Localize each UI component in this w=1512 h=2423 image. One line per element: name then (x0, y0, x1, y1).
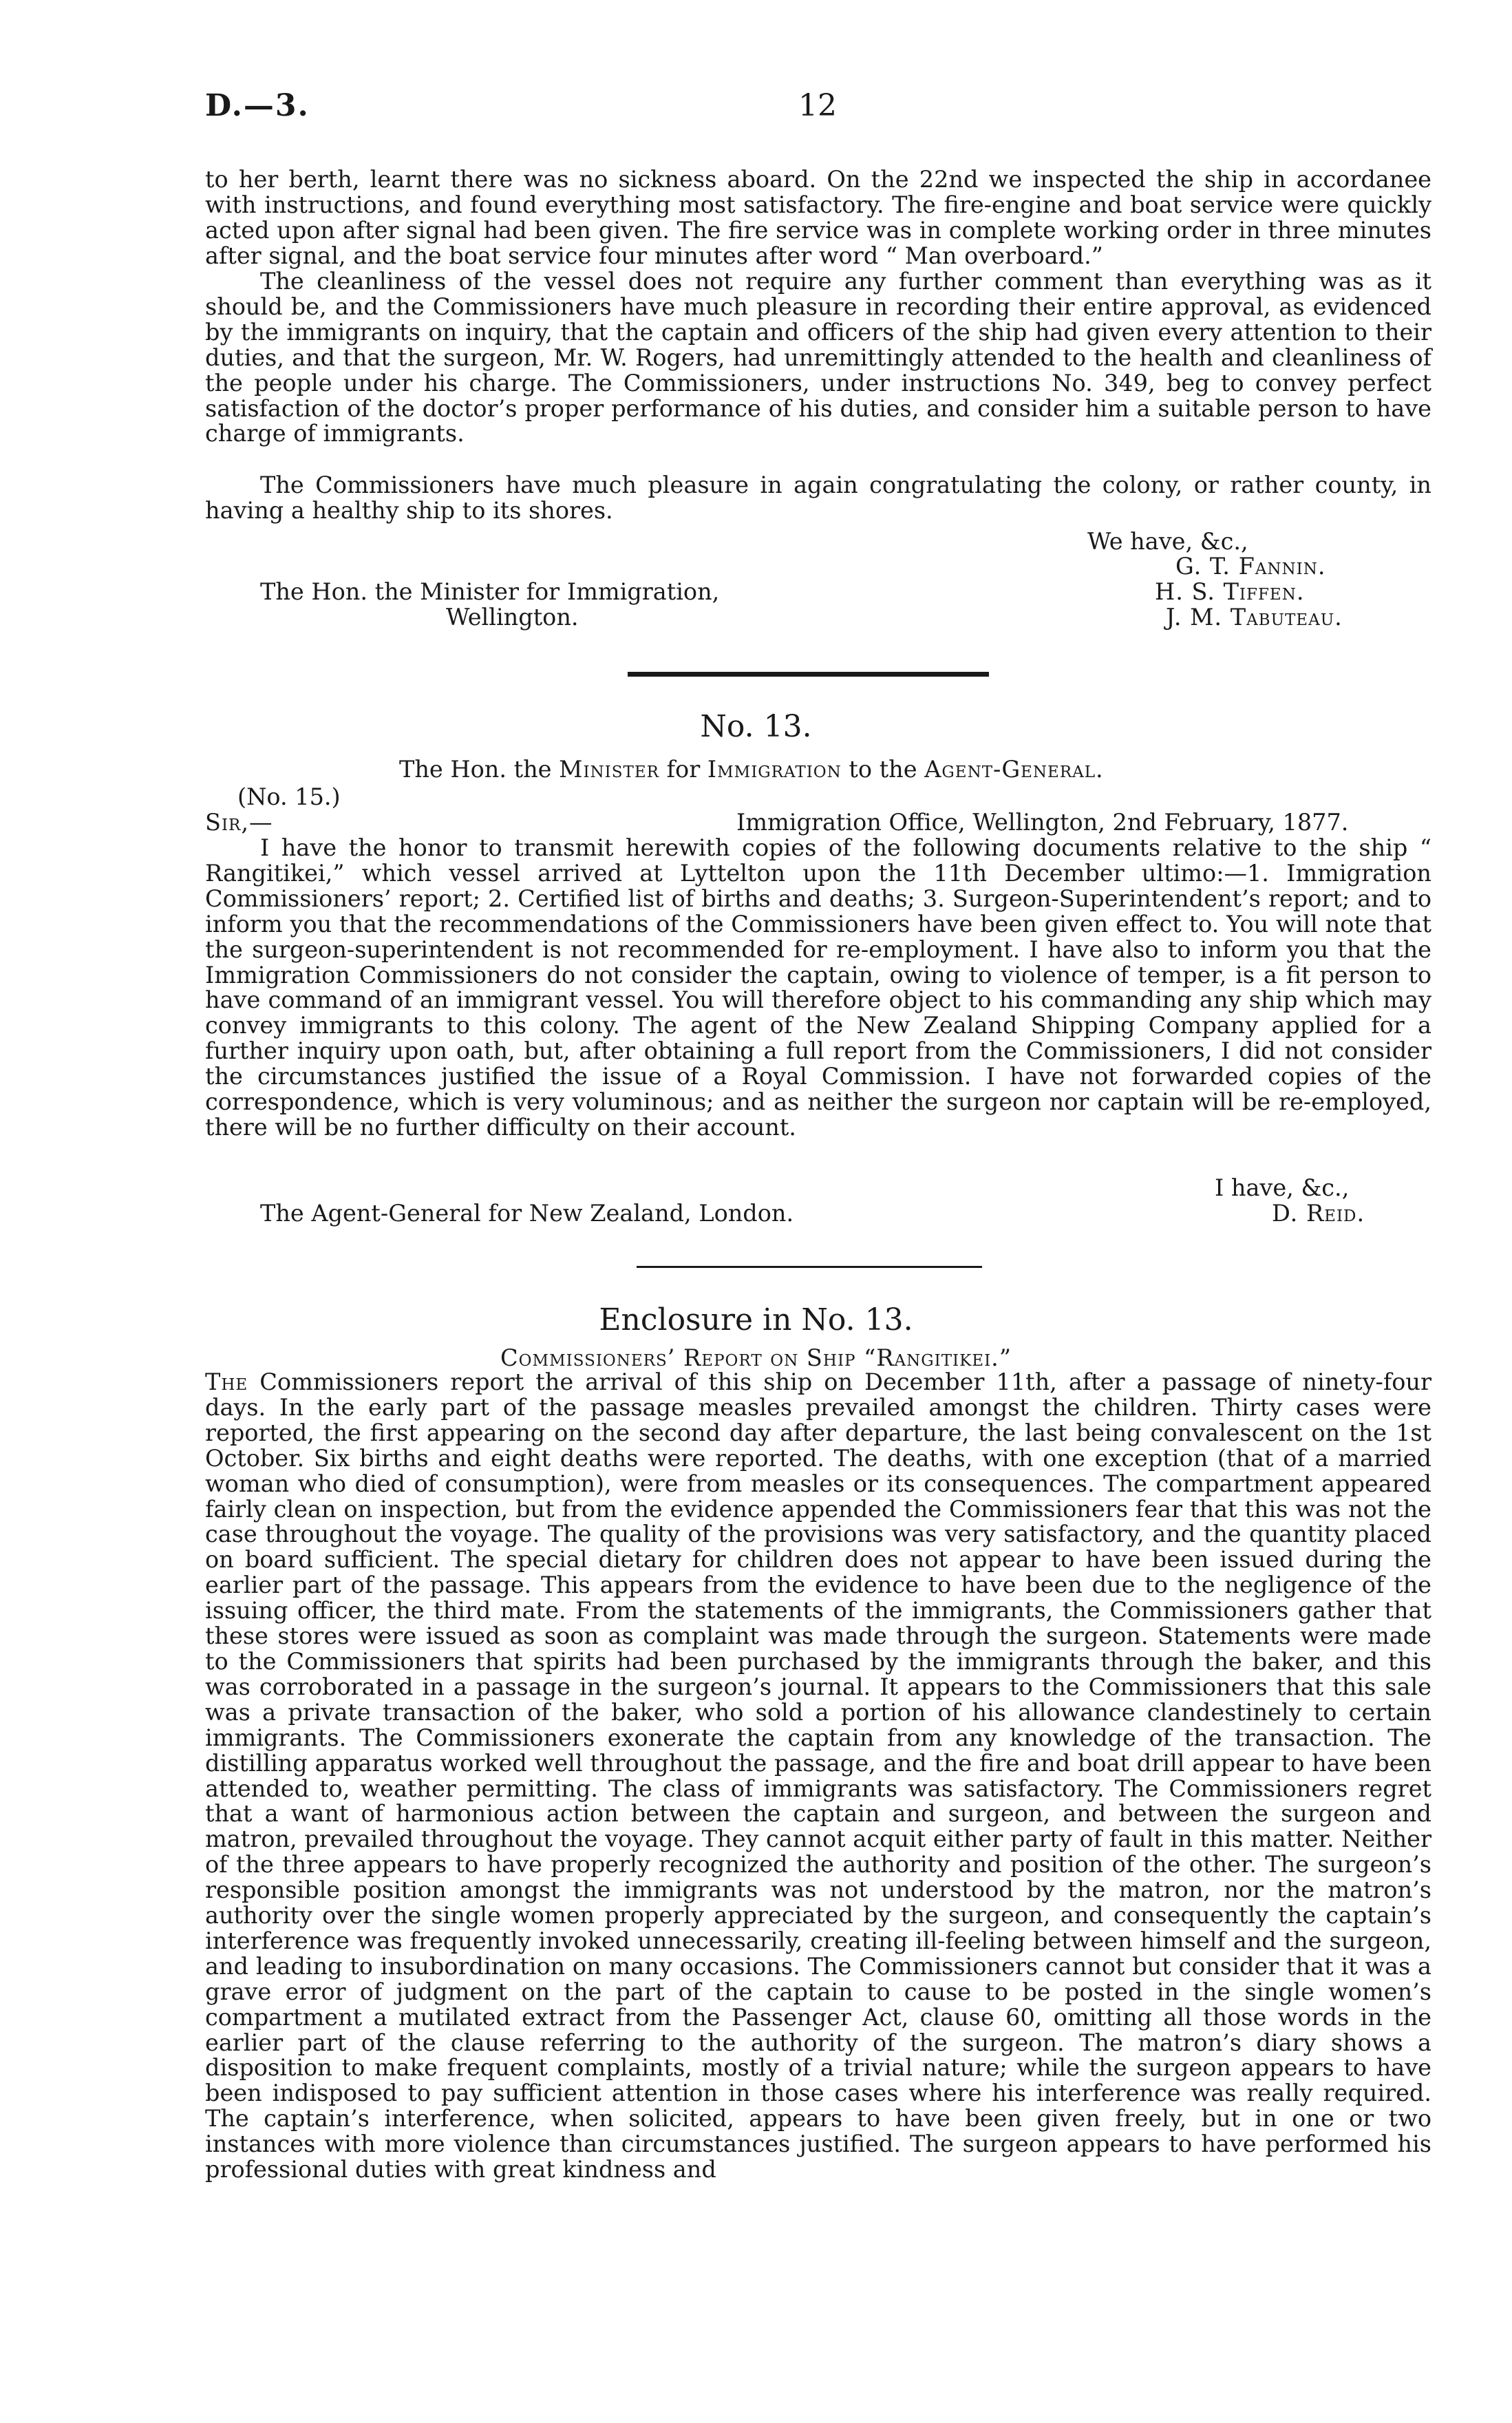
section-divider-thick (628, 672, 989, 677)
closing-phrase: We have, &c., (1087, 528, 1248, 555)
page-header (0, 88, 1512, 129)
enclosure-lead-word: The (205, 1368, 248, 1395)
addressee-line-2: Wellington. (446, 604, 579, 631)
letter-body: I have the honor to transmit herewith copies of the following documents relative to the ship “ Rangitikei,” which vessel arrived at Lyttelton upon the 11th December ultimo:—1. Immigration Commissioners’ report; 2. Certified list of births and deaths; 3. Surgeon-Superintendent’s report; and to inform you that the recommendations of the Commissioners have been given effect to. You will note that the surgeon-superintendent is not recommended for re-employment. I have also to inform you that the Immigration Commissioners do not consider the captain, owing to violence of temper, is a fit person to have command of an immigrant vessel. You will therefore object to his commanding any ship which may convey immigrants to this colony. The agent of the New Zealand Shipping Company applied for a further inquiry upon oath, but, after obtaining a full report from the Commissioners, I did not consider the circumstances justified the issue of a Royal Commission. I have not forwarded copies of the correspondence, which is very voluminous; and as neither the surgeon nor captain will be re-employed, there will be no further difficulty on their account. (205, 834, 1431, 1141)
enclosure-body-text: Commissioners report the arrival of this ship on December 11th, after a passage of ninety-four days. In the early part of the passage measles prevailed amongst the children. Thirty cases were reported, the first appearing on the second day after departure, the last being convalescent on the 1st October. Six births and eight deaths were reported. The deaths, with one exception (that of a married woman who died of consumption), were from measles or its consequences. The compartment appeared fairly clean on inspection, but from the evidence appended the Commissioners fear that this was not the case throughout the voyage. The quality of the provisions was very satisfactory, and the quantity placed on board sufficient. The special dietary for children does not appear to have been issued during the earlier part of the passage. This appears from the evidence to have been due to the negligence of the issuing officer, the third mate. From the statements of the immigrants, the Commissioners gather that these stores were issued as soon as complaint was made through the surgeon. Statements were made to the Commissioners that spirits had been purchased by the immigrants through the baker, and this was corroborated in a passage in the surgeon’s journal. It appears to the Commissioners that this sale was a private transaction of the baker, who sold a portion of his allowance clandestinely to certain immigrants. The Commissioners exonerate the captain from any knowledge of the transaction. The distilling apparatus worked well throughout the passage, and the fire and boat drill appear to have been attended to, weather permitting. The class of immigrants was satisfactory. The Commissioners regret that a want of harmonious action between the captain and surgeon, and between the surgeon and matron, prevailed throughout the voyage. They cannot acquit either party of fault in this matter. Neither of the three appears to have properly recognized the authority and position of the other. The surgeon’s responsible position amongst the immigrants was not understood by the matron, nor the matron’s authority over the single women properly appreciated by the surgeon, and consequently the captain’s interference was frequently invoked unnecessarily, creating ill-feeling between himself and the surgeon, and leading to insubordination on many occasions. The Commissioners cannot but consider that it was a grave error of judgment on the part of the captain to cause to be posted in the single women’s compartment a mutilated extract from the Passenger Act, clause 60, omitting all those words in the earlier part of the clause referring to the authority of the surgeon. The matron’s diary shows a disposition to make frequent complaints, mostly of a trivial nature; while the surgeon appears to have been indisposed to pay sufficient attention in those cases where his interference was really required. The captain’s interference, when solicited, appears to have been given freely, but in one or two instances with more violence than circumstances justified. The surgeon appears to have performed his professional duties with great kindness and (205, 1368, 1431, 2183)
signatory-2: H. S. Tiffen. (1155, 578, 1305, 605)
report-paragraph-2: The cleanliness of the vessel does not require any further comment than everything was as it should be, and the Commissioners have much pleasure in recording their entire approval, as evidenced by the immigrants on inquiry, that the captain and officers of the ship had given every attention to their duties, and that the surgeon, Mr. W. Rogers, had unremittingly attended to the health and cleanliness of the people under his charge. The Commissioners, under instructions No. 349, beg to convey perfect satisfaction of the doctor’s proper performance of his duties, and consider him a suitable person to have charge of immigrants. (205, 268, 1431, 447)
letter-closing: I have, &c., (1215, 1174, 1350, 1201)
section-divider-thin (637, 1266, 982, 1268)
enclosure-subheading: Commissioners’ Report on Ship “Rangitikei.” (500, 1344, 1012, 1371)
place-date: Immigration Office, Wellington, 2nd February, 1877. (736, 809, 1349, 836)
document-reference: D.—3. (205, 88, 310, 123)
signatory-3: J. M. Tabuteau. (1166, 604, 1343, 631)
letter-reference: (No. 15.) (237, 783, 341, 810)
letter-number-heading: No. 13. (700, 709, 812, 744)
letter-recipient: The Agent-General for New Zealand, London. (260, 1200, 794, 1227)
report-paragraph-3: The Commissioners have much pleasure in again congratulating the colony, or rather county, in having a healthy ship to its shores. (205, 472, 1431, 524)
enclosure-body (205, 1370, 1431, 2183)
enclosure-heading: Enclosure in No. 13. (599, 1302, 913, 1337)
from-for: for (666, 756, 701, 783)
recipient-title: Agent-General. (924, 756, 1104, 783)
report-paragraph-1: to her berth, learnt there was no sickness aboard. On the 22nd we inspected the ship in accordanee with instructions, and found everything most satisfactory. The fire-engine and boat service were quickly acted upon after signal had been given. The fire service was in complete working order in three minutes after signal, and the boat service four minutes after word “ Man overboard.” (205, 166, 1431, 269)
from-prefix: The Hon. the (399, 756, 552, 783)
addressee-line-1: The Hon. the Minister for Immigration, (260, 578, 720, 605)
to-word: to the (849, 756, 917, 783)
department: Immigration (707, 756, 842, 783)
letter-from-to (399, 757, 1431, 783)
signatory-1: G. T. Fannin. (1175, 553, 1326, 580)
letter-signatory: D. Reid. (1272, 1200, 1365, 1227)
page-number: 12 (798, 88, 837, 123)
salutation: Sir,— (205, 809, 273, 836)
from-title: Minister (559, 756, 659, 783)
